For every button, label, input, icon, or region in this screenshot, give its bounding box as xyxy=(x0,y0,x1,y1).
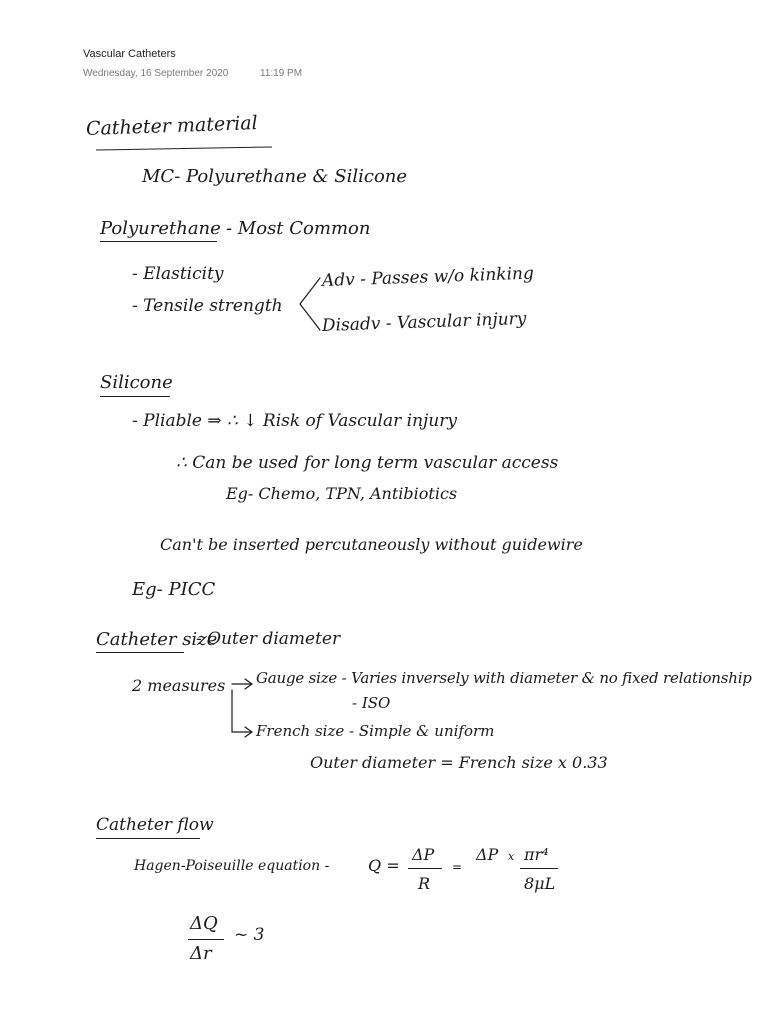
eq-times: x xyxy=(508,850,515,863)
heading-polyurethane: Polyurethane xyxy=(100,218,221,239)
fraction-bar xyxy=(408,868,442,869)
note-outer-formula: Outer diameter = French size x 0.33 xyxy=(310,753,608,772)
fraction-bar xyxy=(188,939,224,940)
note-gauge: Gauge size - Varies inversely with diameter & no fixed relationship xyxy=(256,669,752,687)
note-disadv: Disadv - Vascular injury xyxy=(321,308,527,336)
note-elasticity: - Elasticity xyxy=(132,264,224,284)
note-tensile: - Tensile strength xyxy=(132,296,283,316)
eq-dp2: ΔP xyxy=(476,845,499,864)
note-hagen-label: Hagen-Poiseuille equation - xyxy=(134,858,330,874)
note-pliable: - Pliable ⇒ ∴ ↓ Risk of Vascular injury xyxy=(132,411,457,431)
eq-dp-num: ΔP xyxy=(412,845,435,864)
eq-dr: Δr xyxy=(190,943,212,964)
eq-q: Q = xyxy=(368,856,400,875)
note-guidewire: Can't be inserted percutaneously without guidewire xyxy=(160,535,583,554)
heading-catheter-material: Catheter material xyxy=(85,112,259,140)
note-mc: MC- Polyurethane & Silicone xyxy=(142,166,408,187)
note-2-measures: 2 measures xyxy=(132,676,226,695)
page-date: Wednesday, 16 September 2020 xyxy=(83,68,229,79)
note-long-term: ∴ Can be used for long term vascular access xyxy=(176,453,559,473)
note-iso: - ISO xyxy=(352,694,391,712)
note-adv: Adv - Passes w/o kinking xyxy=(321,263,535,291)
note-french: French size - Simple & uniform xyxy=(256,722,495,740)
eq-r-den: R xyxy=(418,874,431,893)
note-most-common: - Most Common xyxy=(226,218,371,239)
note-eg-picc: Eg- PICC xyxy=(132,579,216,600)
eq-pir4: πr⁴ xyxy=(524,845,549,864)
heading-underline xyxy=(96,838,200,839)
heading-catheter-size: Catheter size xyxy=(96,629,218,650)
note-outer-diameter: - Outer diameter xyxy=(196,629,341,649)
fraction-bar xyxy=(520,868,558,869)
eq-approx-3: ~ 3 xyxy=(234,925,265,945)
page-time: 11:19 PM xyxy=(260,68,303,79)
page-title: Vascular Catheters xyxy=(83,48,176,60)
eq-equals: = xyxy=(452,860,463,874)
heading-catheter-flow: Catheter flow xyxy=(96,815,214,835)
eq-8mul: 8μL xyxy=(524,874,556,893)
note-eg-chemo: Eg- Chemo, TPN, Antibiotics xyxy=(226,484,458,503)
heading-silicone: Silicone xyxy=(100,372,173,393)
eq-dq: ΔQ xyxy=(190,913,218,934)
